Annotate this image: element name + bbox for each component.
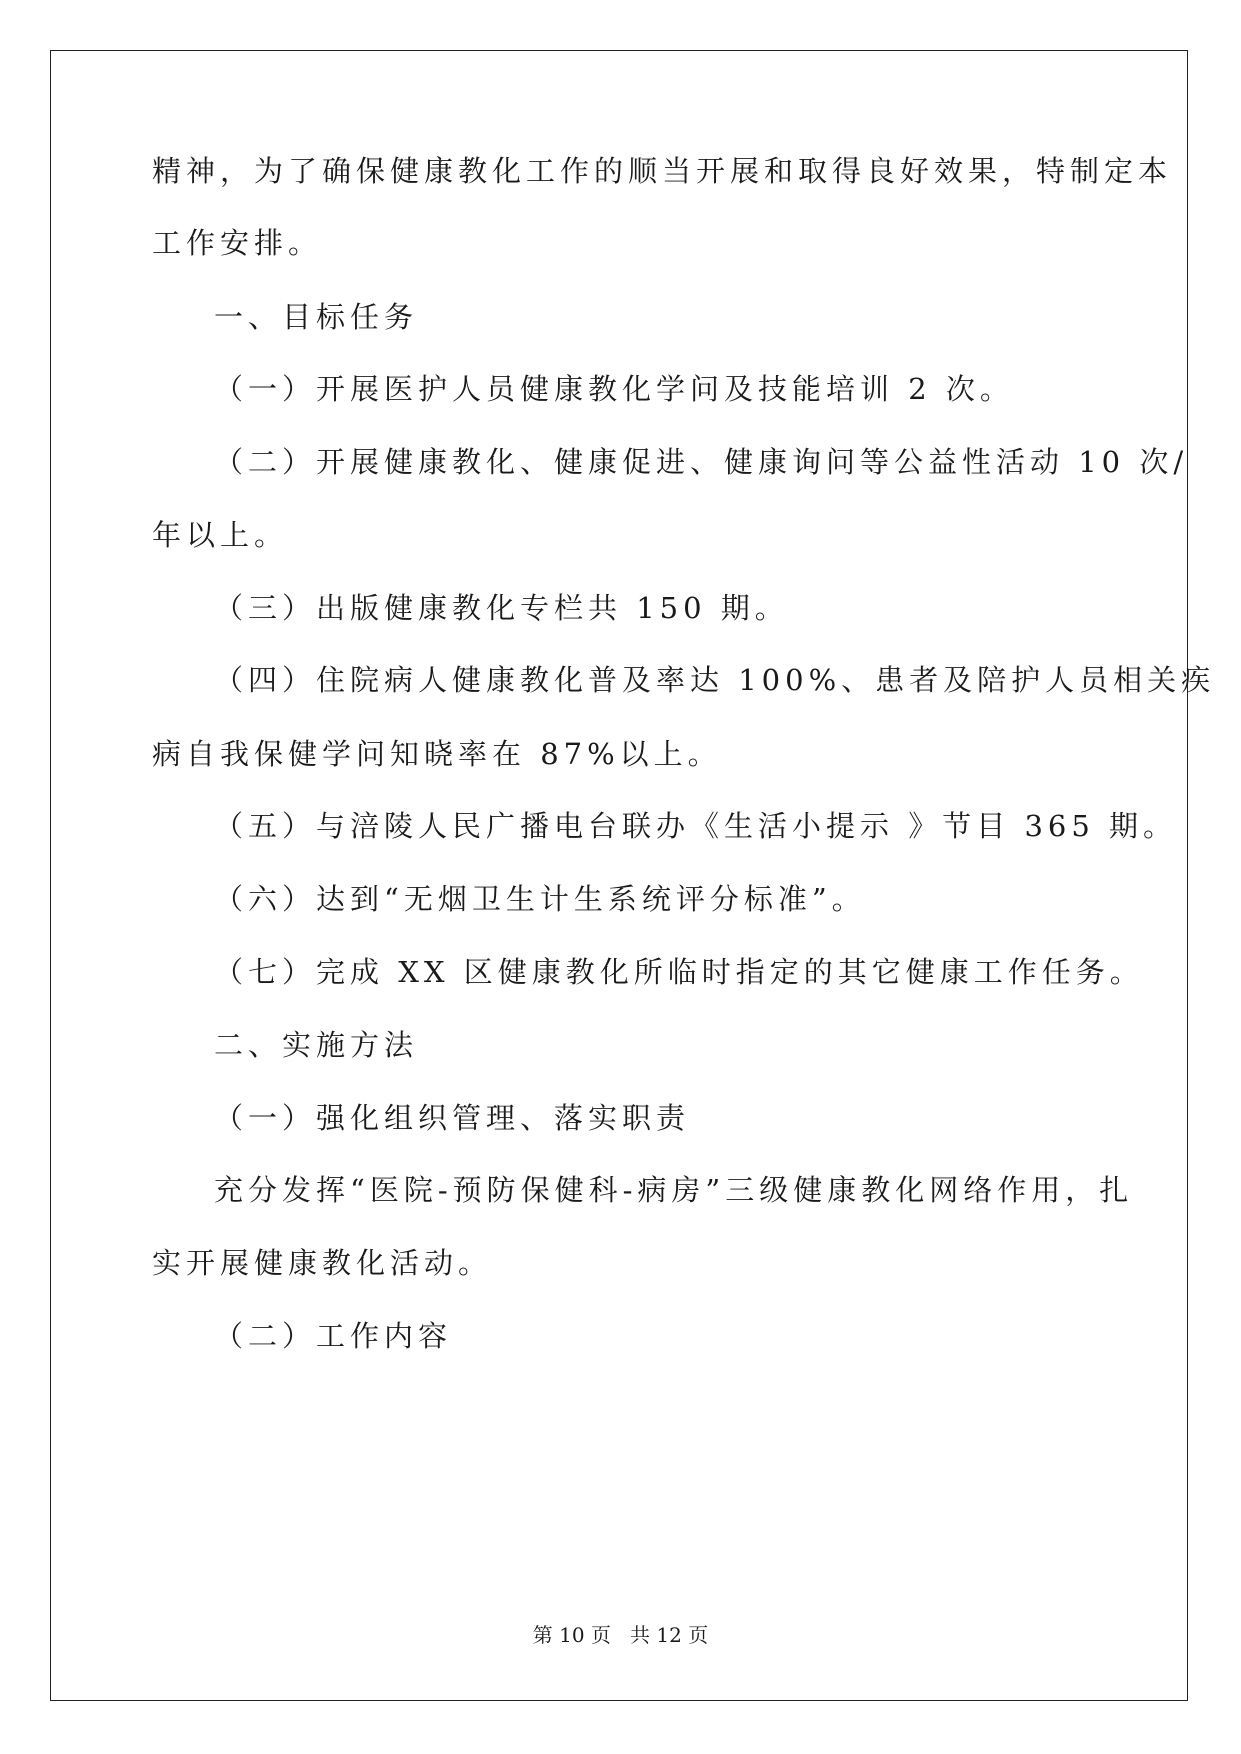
paragraph-line: 年以上。	[152, 518, 289, 552]
section-heading: 一、目标任务	[214, 300, 419, 334]
paragraph-line: 精神，为了确保健康教化工作的顺当开展和取得良好效果，特制定本	[152, 154, 1173, 188]
paragraph-line: （七）完成 XX 区健康教化所临时指定的其它健康工作任务。	[214, 955, 1144, 989]
paragraph-line: 病自我保健学问知晓率在 87%以上。	[152, 737, 722, 771]
page-number-footer: 第 10 页 共 12 页	[532, 1623, 709, 1647]
paragraph-line: （四）住院病人健康教化普及率达 100%、患者及陪护人员相关疾	[214, 663, 1216, 697]
section-heading: 二、实施方法	[214, 1028, 419, 1062]
paragraph-line: （三）出版健康教化专栏共 150 期。	[214, 591, 789, 625]
paragraph-line: （六）达到“无烟卫生计生系统评分标准”。	[214, 882, 866, 916]
page-border	[50, 50, 1188, 1701]
paragraph-line: 工作安排。	[152, 226, 323, 260]
subsection-heading: （二）工作内容	[214, 1319, 453, 1353]
paragraph-line: （一）开展医护人员健康教化学问及技能培训 2 次。	[214, 372, 1014, 406]
paragraph-line: （五）与涪陵人民广播电台联办《生活小提示 》节目 365 期。	[214, 809, 1178, 843]
paragraph-line: 充分发挥“医院-预防保健科-病房”三级健康教化网络作用，扎	[214, 1173, 1134, 1207]
paragraph-line: （二）开展健康教化、健康促进、健康询问等公益性活动 10 次/	[214, 445, 1189, 479]
paragraph-line: 实开展健康教化活动。	[152, 1246, 493, 1280]
subsection-heading: （一）强化组织管理、落实职责	[214, 1101, 691, 1135]
